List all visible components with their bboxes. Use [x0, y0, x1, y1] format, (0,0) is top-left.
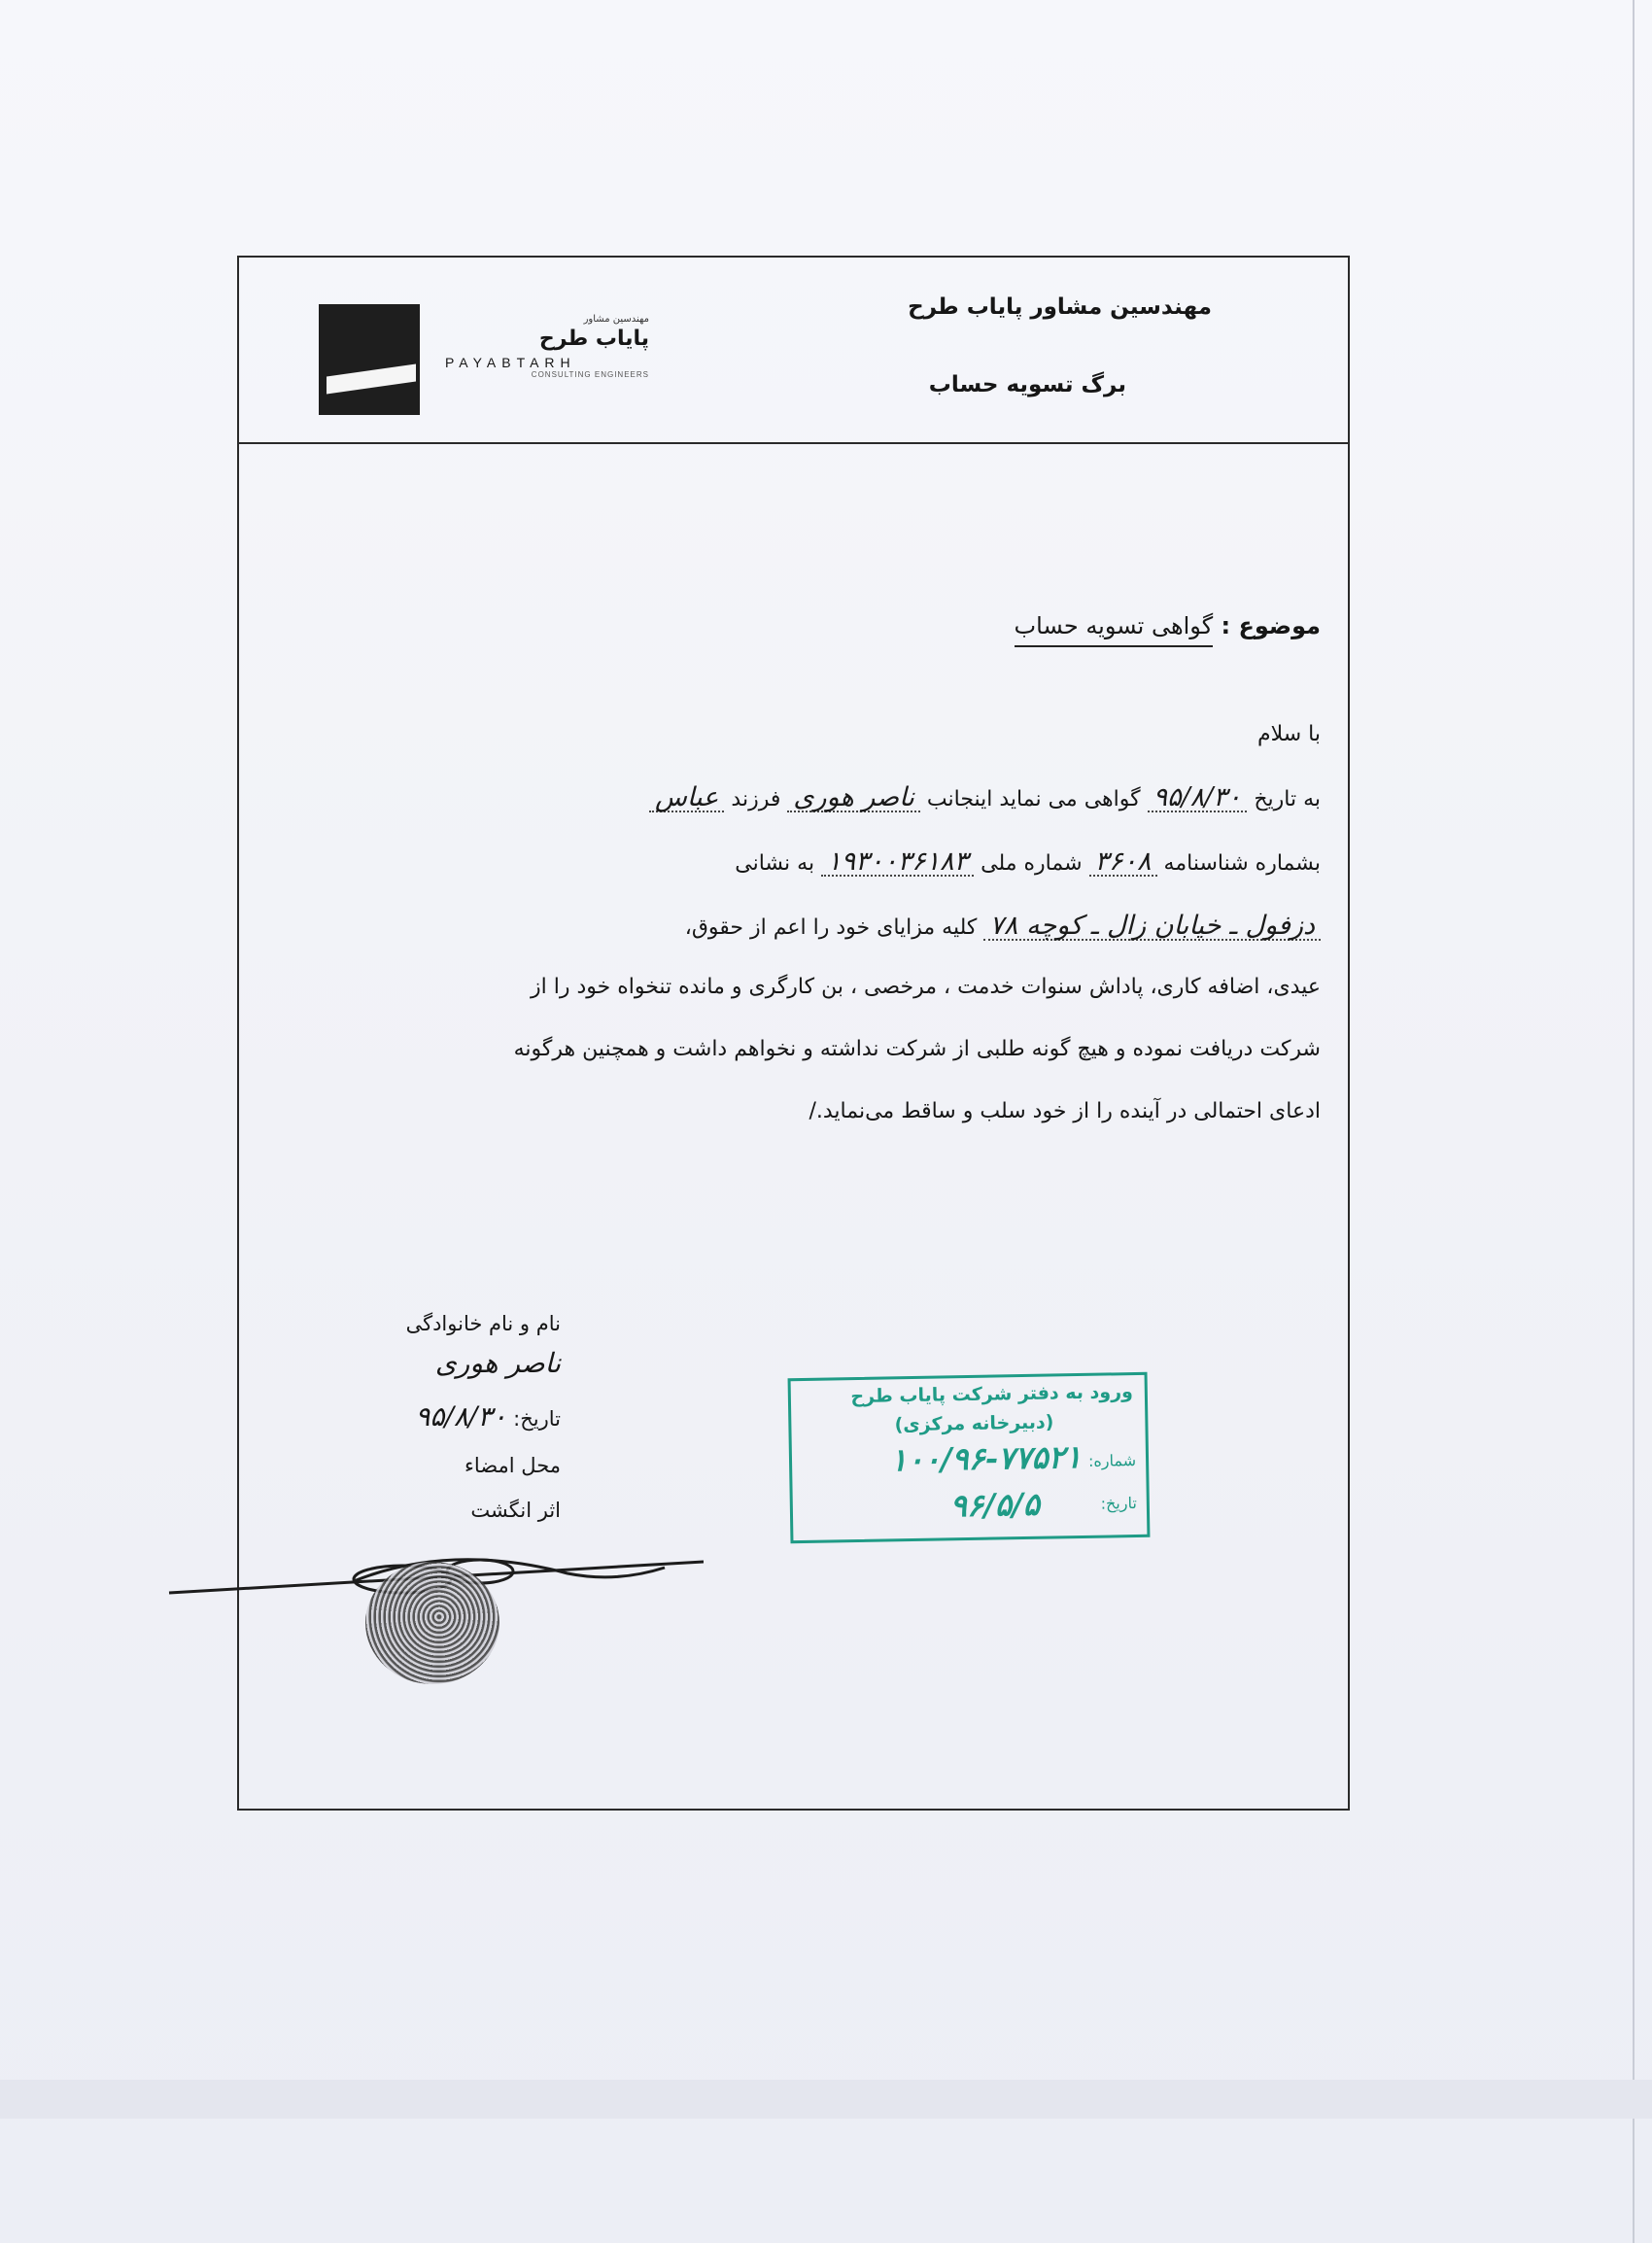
stamp-title: ورود به دفتر شرکت پایاب طرح — [850, 1381, 1134, 1408]
date-label: تاریخ: — [513, 1407, 561, 1431]
handwritten-national-id: ۱۹۳۰۰۳۶۱۸۳ — [821, 848, 974, 877]
stamp-date-label: تاریخ: — [1100, 1493, 1138, 1513]
company-name: مهندسین مشاور پایاب طرح — [908, 294, 1212, 320]
subject-value: گواهی تسویه حساب — [1015, 612, 1214, 647]
logo-en-sub: CONSULTING ENGINEERS — [531, 370, 649, 379]
fingerprint-label: اثر انگشت — [470, 1499, 561, 1522]
stamp-subtitle: (دبیرخانه مرکزی) — [894, 1411, 1054, 1436]
reception-stamp — [788, 1372, 1151, 1543]
handwritten-sign-date: ۹۵/۸/۳۰ — [415, 1400, 507, 1432]
date-row — [269, 1400, 561, 1432]
signature-area — [269, 1312, 561, 1543]
logo-en: PAYABTARH — [445, 355, 576, 370]
text-national-id: شماره ملی — [981, 851, 1083, 876]
logo-mark-icon — [319, 304, 420, 415]
handwritten-signer-name: ناصر هوری — [434, 1347, 561, 1379]
subject-label: موضوع : — [1221, 612, 1321, 639]
text-certify: گواهی می نماید اینجانب — [926, 787, 1141, 811]
greeting: با سلام — [1256, 722, 1321, 746]
name-label: نام و نام خانوادگی — [405, 1312, 561, 1335]
body-line-6: شرکت دریافت نموده و هیچ گونه طلبی از شرکت نداشته و نخواهم داشت و همچنین هرگونه — [513, 1037, 1321, 1061]
text-benefits: کلیه مزایای خود را اعم از حقوق، — [684, 915, 978, 940]
scan-bottom-band — [0, 2080, 1652, 2119]
logo-text — [445, 314, 649, 379]
stamp-number-label: شماره: — [1087, 1450, 1137, 1470]
form-title: برگ تسویه حساب — [928, 372, 1126, 397]
document-frame — [237, 256, 1350, 1811]
text-address-label: به نشانی — [735, 851, 815, 876]
fingerprint-icon — [365, 1562, 499, 1684]
text-date-prefix: به تاریخ — [1254, 787, 1321, 811]
company-logo — [319, 304, 669, 401]
stamp-date-value: ۹۶/۵/۵ — [949, 1485, 1041, 1525]
handwritten-id-number: ۳۶۰۸ — [1089, 848, 1157, 877]
handwritten-father-name: عباس — [649, 784, 724, 812]
handwritten-address: دزفول ـ خیابان زال ـ کوچه ۷۸ — [983, 913, 1321, 941]
text-child-of: فرزند — [731, 787, 781, 811]
body-line-address — [297, 913, 1321, 941]
handwritten-date: ۹۵/۸/۳۰ — [1148, 784, 1248, 812]
stamp-number-value: ۱۰۰/۹۶-۷۷۵۲۱ — [889, 1437, 1083, 1479]
body-line-ids — [297, 848, 1321, 877]
logo-fa: پایاب طرح — [538, 327, 649, 351]
subject-line — [1015, 612, 1321, 639]
scan-right-edge — [1633, 0, 1635, 2243]
header-divider — [239, 442, 1348, 444]
handwritten-name: ناصر هوری — [787, 784, 920, 812]
sign-label: محل امضاء — [465, 1454, 561, 1477]
body-line-date-name — [297, 784, 1321, 812]
logo-small-fa: مهندسین مشاور — [583, 314, 649, 325]
text-id-number: بشماره شناسنامه — [1163, 851, 1321, 876]
body-line-7: ادعای احتمالی در آینده را از خود سلب و ساقط می‌نماید./ — [809, 1099, 1321, 1123]
body-line-5: عیدی، اضافه کاری، پاداش سنوات خدمت ، مرخصی ، بن کارگری و مانده تنخواه خود را از — [531, 975, 1321, 999]
